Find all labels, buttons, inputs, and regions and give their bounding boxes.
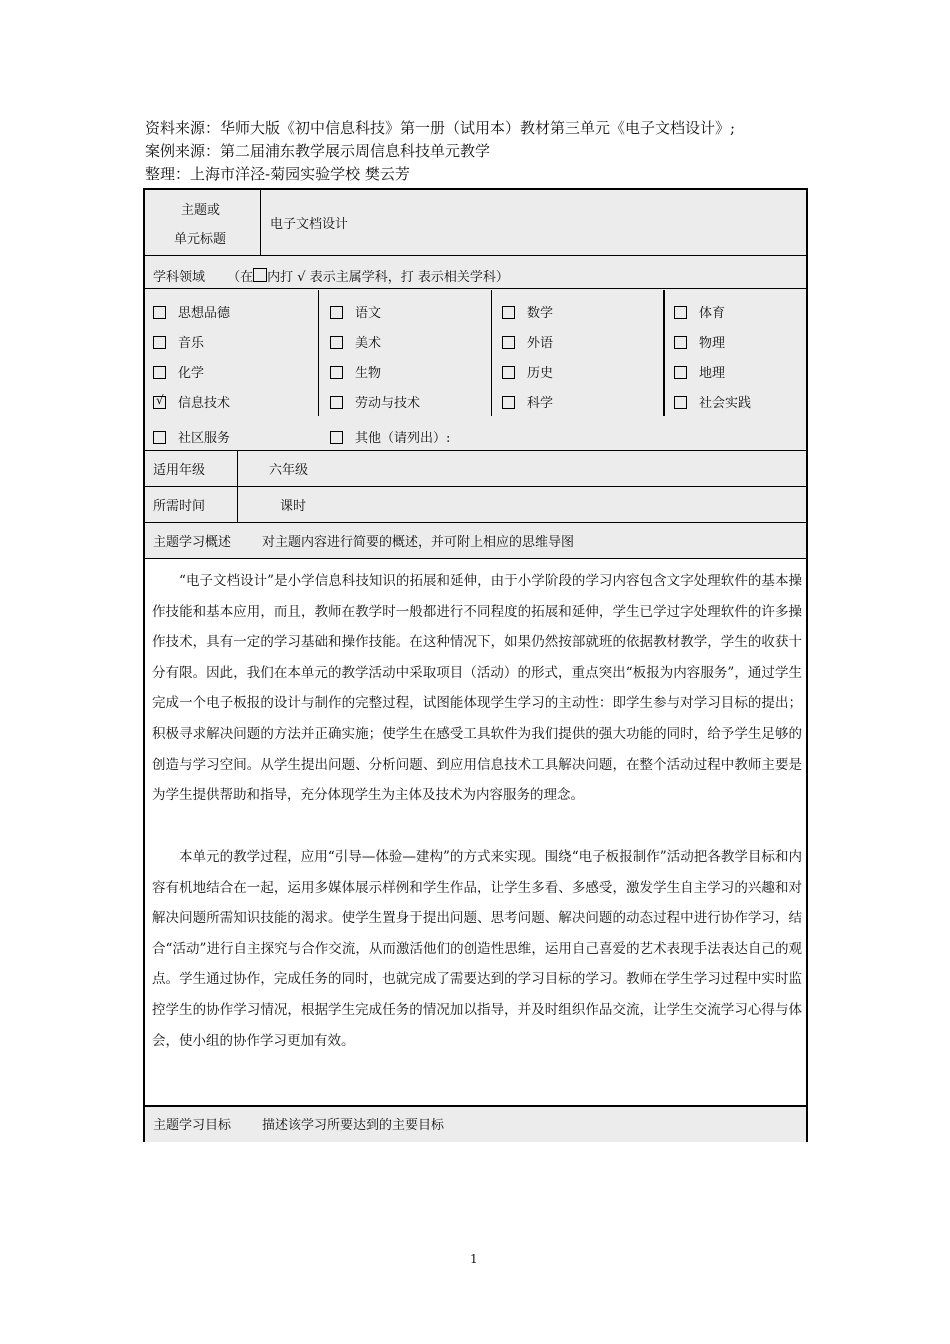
checkbox-legend-icon [253, 268, 267, 282]
checkbox-icon[interactable] [330, 431, 343, 444]
unit-design-form [143, 188, 808, 1142]
check-mark-icon: √ [156, 393, 164, 407]
subject-area-hint-before: （在 [227, 270, 254, 285]
checkbox-icon[interactable] [153, 336, 166, 349]
subject-label: 体育 [699, 306, 726, 321]
row-divider [145, 255, 806, 256]
subject-checkbox-foreign-language[interactable] [502, 332, 553, 351]
overview-paragraph-2: 本单元的教学过程，应用“引导—体验—建构”的方式来实现。围绕“电子板报制作”活动把各教学目标和内容有机地结合在一起，运用多媒体展示样例和学生作品，让学生多看、多感受，激发学生自主学习的兴趣和对解决问题所需知识技能的渴求。使学生置身于提出问题、思考问题、解决问题的动态过程中进行协作学习，结合“活动”进行自主探究与合作交流，从而激活他们的创造性思维，运用自己喜爱的艺术表现手法表达自己的观点。学生通过协作，完成任务的同时，也就完成了需要达到的学习目标的学习。教师在学生学习过程中实时监控学生的协作学习情况，根据学生完成任务的情况加以指导，并及时组织作品交流，让学生交流学习心得与体会，使小组的协作学习更加有效。 [152, 849, 802, 1049]
checkbox-icon[interactable] [674, 306, 687, 319]
checkbox-icon[interactable] [153, 306, 166, 319]
column-divider [237, 451, 238, 522]
subject-checkbox-other[interactable] [330, 427, 450, 446]
checkbox-icon[interactable] [330, 336, 343, 349]
topic-value: 电子文档设计 [270, 217, 349, 232]
checkbox-icon[interactable] [674, 336, 687, 349]
subject-checkbox-history[interactable] [502, 362, 553, 381]
objectives-hint: 描述该学习所要达到的主要目标 [262, 1118, 445, 1133]
time-row-shade [145, 487, 806, 522]
subject-label: 地理 [699, 366, 726, 381]
column-divider [260, 190, 261, 255]
subject-label: 其他（请列出）: [355, 431, 451, 446]
checkbox-icon[interactable] [502, 366, 515, 379]
subject-label: 信息技术 [178, 396, 231, 411]
checkbox-icon[interactable] [330, 396, 343, 409]
subject-label: 语文 [355, 306, 382, 321]
subject-checkbox-community-service[interactable] [153, 427, 230, 446]
checkbox-icon[interactable] [502, 336, 515, 349]
time-label: 所需时间 [153, 499, 206, 514]
row-divider [145, 522, 806, 523]
subject-checkbox-science[interactable] [502, 392, 553, 411]
topic-row-shade [145, 190, 806, 255]
objectives-row-shade [145, 1106, 806, 1142]
subject-label: 科学 [527, 396, 554, 411]
checkbox-icon[interactable] [502, 306, 515, 319]
column-divider [318, 290, 319, 416]
subject-checkbox-physics[interactable] [674, 332, 725, 351]
row-divider [145, 558, 806, 559]
subject-checkbox-ideology-morality[interactable] [153, 302, 230, 321]
checkbox-icon[interactable] [330, 366, 343, 379]
checkbox-icon[interactable] [502, 396, 515, 409]
subject-checkbox-information-technology[interactable] [153, 392, 230, 411]
subject-label: 美术 [355, 336, 382, 351]
checkbox-checked-icon[interactable] [153, 393, 166, 409]
subject-label: 数学 [527, 306, 554, 321]
objectives-label: 主题学习目标 [153, 1118, 232, 1133]
row-divider [145, 288, 806, 289]
subject-label: 音乐 [178, 336, 205, 351]
subject-checkbox-math[interactable] [502, 302, 553, 321]
subject-label: 外语 [527, 336, 554, 351]
page-number: 1 [470, 1252, 478, 1266]
overview-hint: 对主题内容进行简要的概述，并可附上相应的思维导图 [262, 535, 575, 550]
subject-label: 思想品德 [178, 306, 231, 321]
grade-row-shade [145, 451, 806, 486]
row-divider [145, 1105, 806, 1107]
source-material-line: 资料来源：华师大版《初中信息科技》第一册（试用本）教材第三单元《电子文档设计》; [145, 119, 736, 137]
subject-checkbox-art[interactable] [330, 332, 381, 351]
subject-label: 生物 [355, 366, 382, 381]
checkbox-icon[interactable] [153, 431, 166, 444]
source-case-line: 案例来源：第二届浦东教学展示周信息科技单元教学 [145, 142, 491, 160]
subject-checkbox-social-practice[interactable] [674, 392, 751, 411]
subject-checkbox-pe[interactable] [674, 302, 725, 321]
subject-label: 化学 [178, 366, 205, 381]
subject-checkbox-chinese[interactable] [330, 302, 381, 321]
overview-label: 主题学习概述 [153, 535, 232, 550]
checkbox-icon[interactable] [330, 306, 343, 319]
subject-area-hint-after: 内打 √ 表示主属学科，打 表示相关学科） [267, 270, 509, 285]
subject-checkbox-music[interactable] [153, 332, 204, 351]
checkbox-icon[interactable] [674, 366, 687, 379]
subject-label: 社区服务 [178, 431, 231, 446]
column-divider [663, 290, 665, 416]
subject-checkbox-chemistry[interactable] [153, 362, 204, 381]
checkbox-icon[interactable] [153, 366, 166, 379]
subject-label: 社会实践 [699, 396, 752, 411]
subject-checkbox-labor-technology[interactable] [330, 392, 420, 411]
topic-label-line2: 单元标题 [174, 232, 227, 247]
row-divider [145, 450, 806, 451]
checkbox-icon[interactable] [674, 396, 687, 409]
subject-label: 劳动与技术 [355, 396, 421, 411]
subject-checkbox-biology[interactable] [330, 362, 381, 381]
subject-label: 历史 [527, 366, 554, 381]
time-value: 课时 [280, 499, 307, 514]
grade-label: 适用年级 [153, 463, 206, 478]
subject-checkbox-geography[interactable] [674, 362, 725, 381]
overview-paragraph-1: “电子文档设计”是小学信息科技知识的拓展和延伸，由于小学阶段的学习内容包含文字处理软件的基本操作技能和基本应用，而且，教师在教学时一般都进行不同程度的拓展和延伸，学生已学过字处理软件的许多操作技术，具有一定的学习基础和操作技能。在这种情况下，如果仍然按部就班的依据教材教学，学生的收获十分有限。因此，我们在本单元的教学活动中采取项目（活动）的形式，重点突出“板报为内容服务”，通过学生完成一个电子板报的设计与制作的完整过程，试图能体现学生学习的主动性：即学生参与对学习目标的提出；积极寻求解决问题的方法并正确实施；使学生在感受工具软件为我们提供的强大功能的同时，给予学生足够的创造与学习空间。从学生提出问题、分析问题、到应用信息技术工具解决问题，在整个活动过程中教师主要是为学生提供帮助和指导，充分体现学生为主体及技术为内容服务的理念。 [152, 573, 802, 804]
row-divider [145, 486, 806, 487]
subject-area-label [153, 268, 509, 286]
compiled-by-line: 整理：上海市洋泾-菊园实验学校 樊云芳 [145, 165, 410, 183]
topic-label-line1: 主题或 [181, 203, 221, 218]
column-divider [491, 290, 492, 416]
subject-label: 物理 [699, 336, 726, 351]
grade-value: 六年级 [269, 463, 309, 478]
subject-area-label-text: 学科领域 [153, 270, 206, 285]
